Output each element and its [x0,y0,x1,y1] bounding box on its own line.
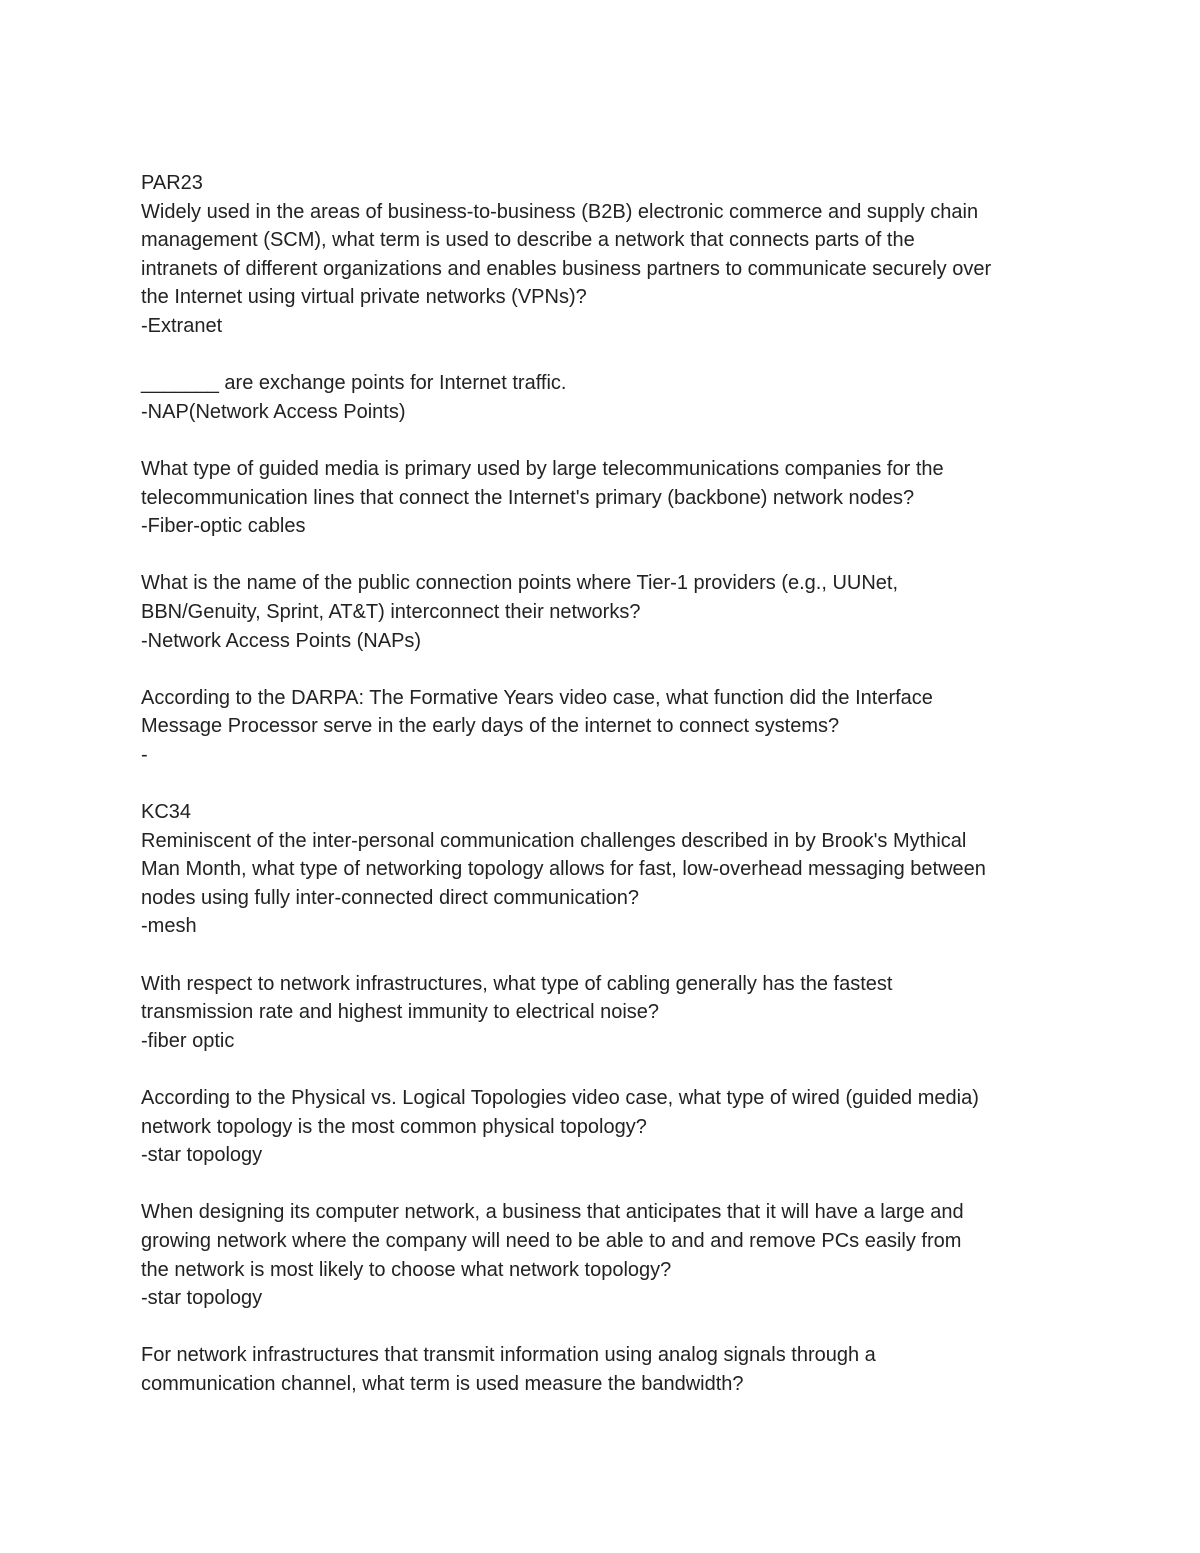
question-line: transmission rate and highest immunity to electrical noise? [141,1001,660,1024]
answer-line: -Fiber-optic cables [141,515,306,538]
question-line: growing network where the company will need to be able to and and remove PCs easily from [141,1229,962,1252]
blank-line [141,426,1071,455]
answer-line: -Network Access Points (NAPs) [141,629,422,652]
question-line: _______ are exchange points for Internet traffic. [141,372,567,395]
blank-line [141,541,1071,570]
question-line: What type of guided media is primary used by large telecommunications companies for the [141,457,944,480]
question-line: the Internet using virtual private networks (VPNs)? [141,286,587,309]
question-line: management (SCM), what term is used to describe a network that connects parts of the [141,229,915,252]
answer-line: -star topology [141,1287,263,1310]
answer-line: -mesh [141,915,197,938]
question-line: According to the Physical vs. Logical Topologies video case, what type of wired (guided media) [141,1087,979,1109]
question-line: telecommunication lines that connect the Internet's primary (backbone) network nodes? [141,486,915,509]
question-line: According to the DARPA: The Formative Years video case, what function did the Interface [141,686,933,709]
question-line: BBN/Genuity, Sprint, AT&T) interconnect their networks? [141,600,641,623]
section-heading: PAR23 [141,172,203,194]
question-line: network topology is the most common physical topology? [141,1115,647,1138]
question-line: intranets of different organizations and enables business partners to communicate securely over [141,257,992,280]
question-line: Man Month, what type of networking topology allows for fast, low-overhead messaging between [141,858,986,881]
question-line: For network infrastructures that transmit information using analog signals through a [141,1344,876,1367]
blank-line [141,1055,1071,1084]
section-heading: KC34 [141,801,192,824]
answer-line: -Extranet [141,314,223,337]
question-line: What is the name of the public connection points where Tier-1 providers (e.g., UUNet, [141,572,899,595]
question-line: Message Processor serve in the early days of the internet to connect systems? [141,715,840,738]
answer-line: -fiber optic [141,1029,235,1052]
question-line: With respect to network infrastructures, what type of cabling generally has the fastest [141,972,893,995]
blank-line [141,1170,1071,1199]
document-body [141,169,1071,1399]
question-line: When designing its computer network, a business that anticipates that it will have a large and [141,1201,964,1224]
question-line: nodes using fully inter-connected direct communication? [141,886,640,909]
answer-line: - [141,743,148,766]
answer-line: -NAP(Network Access Points) [141,400,406,423]
blank-line [141,341,1071,370]
question-line: Widely used in the areas of business-to-business (B2B) electronic commerce and supply chain [141,200,979,223]
blank-line [141,1313,1071,1342]
answer-line: -star topology [141,1144,263,1167]
blank-line [141,941,1071,970]
blank-line [141,769,1071,798]
question-line: the network is most likely to choose what network topology? [141,1258,672,1281]
question-line: Reminiscent of the inter-personal communication challenges described in by Brook's Mythical [141,829,967,852]
question-line: communication channel, what term is used measure the bandwidth? [141,1372,744,1395]
blank-line [141,655,1071,684]
